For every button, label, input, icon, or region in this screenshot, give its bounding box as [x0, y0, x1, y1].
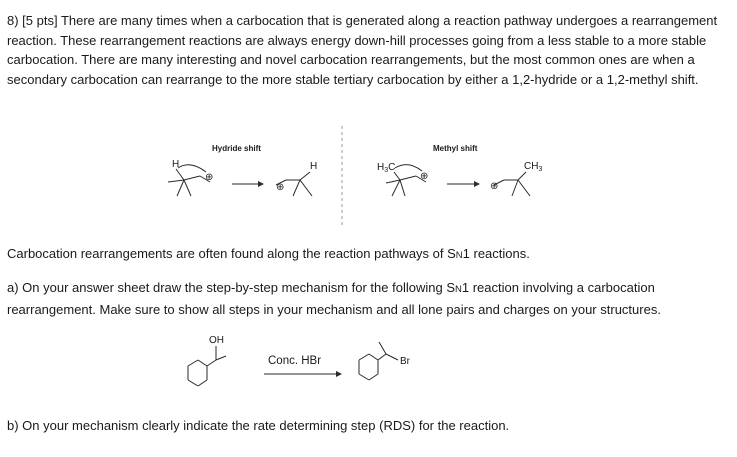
sn1-subscript: N: [455, 250, 463, 261]
tertiary-carbocation-methyl: [490, 161, 542, 196]
curved-arrow-hydride: [178, 165, 206, 172]
charge-right-hydride: ⊕: [276, 182, 285, 193]
question-intro: 8) [5 pts] There are many times when a carbocation that is generated along a reaction pathway undergoes a rearrangement reaction. These rearrangement reactions are always energy down-hill processes going from a less stable to a more stable carbocation. There are many interesting and novel carbocation rearrangements, but the most common ones are when a secondary carbocation can rearrange to the more stable tertiary carbocation by either a 1,2-hydride or a 1,2-methyl shift.: [7, 13, 718, 87]
charge-left-methyl: ⊕: [420, 171, 429, 182]
hydride-shift-label: Hydride shift: [212, 144, 261, 153]
hydroxyl-label: OH: [209, 335, 224, 346]
reaction-arrow-head: [336, 371, 342, 377]
methyl-shift-label: Methyl shift: [433, 144, 478, 153]
h-atom-right: H: [310, 161, 318, 172]
tertiary-carbocation-hydride: [276, 161, 317, 196]
sn1-text: Carbocation rearrangements are often found along the reaction pathways of S: [7, 246, 456, 261]
bromine-label: Br: [400, 356, 410, 367]
charge-right-methyl: ⊕: [490, 181, 499, 192]
sn1-statement: [7, 244, 731, 266]
sn1-text-end: 1 reactions.: [462, 246, 530, 261]
arrow-head: [474, 181, 480, 187]
methyl-group-right: $CH_3$: [524, 161, 543, 173]
reagent-label: Conc. HBr: [268, 355, 322, 367]
part-a-text: a) On your answer sheet draw the step-by-step mechanism for the following S: [7, 280, 455, 295]
secondary-carbocation-methyl: [377, 162, 428, 196]
charge-left: ⊕: [205, 172, 214, 183]
part-b: b) On your mechanism clearly indicate the rate determining step (RDS) for the reaction.: [7, 418, 510, 433]
part-a: [7, 278, 731, 319]
h-atom-left: H: [172, 159, 180, 170]
product-bromide: [359, 342, 411, 380]
reactant-alcohol: [188, 335, 226, 386]
curved-arrow-methyl: [395, 165, 422, 171]
secondary-carbocation-hydride: [168, 159, 213, 196]
part-a-subscript: N: [455, 284, 462, 295]
methyl-group-left: $H_3C$: [377, 162, 396, 174]
arrow-head: [258, 181, 264, 187]
part-a-text-end: 1 reaction involving a carbocation rearrangement. Make sure to show all steps in your mechanism and all lone pairs and charges on your structures.: [7, 280, 661, 317]
